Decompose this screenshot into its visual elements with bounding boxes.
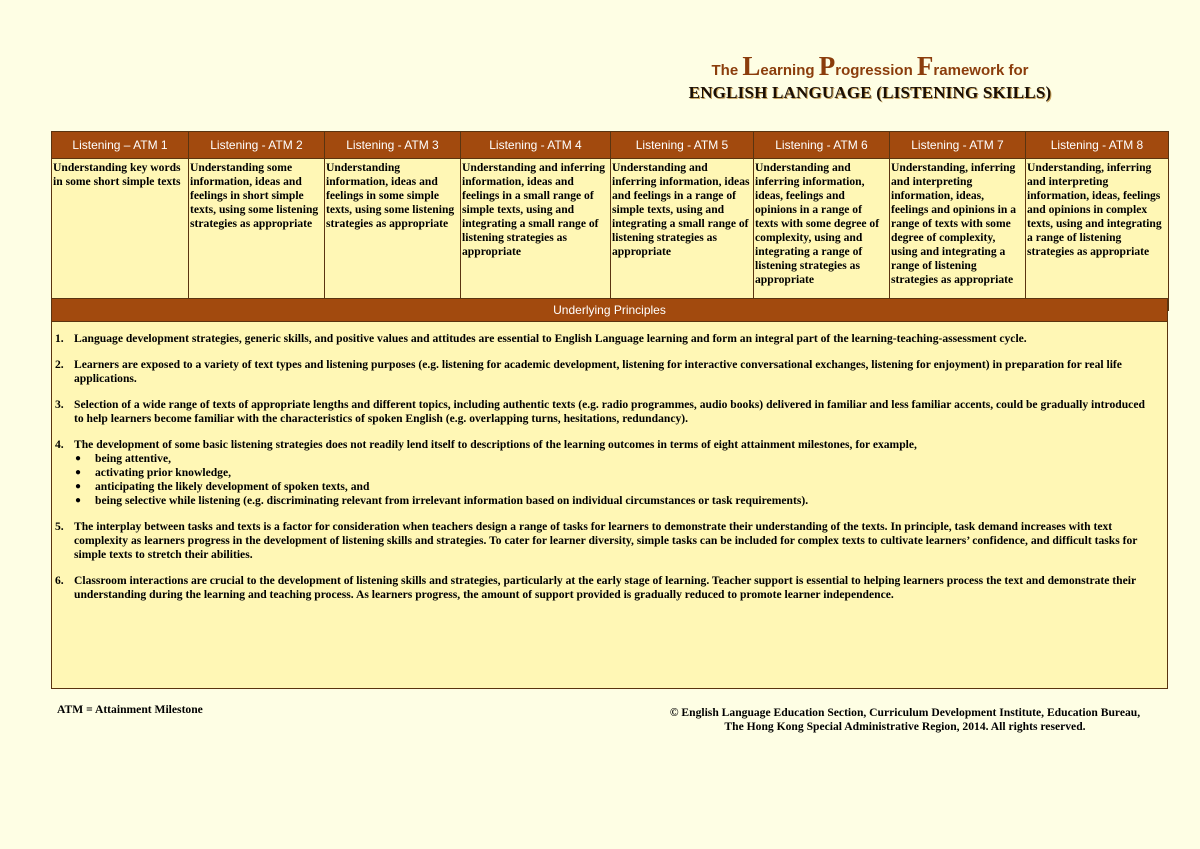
atm-header: Listening - ATM 2 [189, 132, 325, 159]
atm-header: Listening – ATM 1 [52, 132, 189, 159]
atm-header: Listening - ATM 5 [611, 132, 754, 159]
atm-cell: Understanding, inferring and interpreting information, ideas, feelings and opinions in a range of texts with some degree of complexity, using and integrating a range of listening strategies as appropriate [890, 159, 1026, 311]
bullet-item [74, 494, 1156, 508]
copyright-notice [600, 706, 1200, 734]
atm-cell: Understanding key words in some short simple texts [52, 159, 189, 311]
title-initial: P [818, 51, 836, 81]
principle-number: 5. [55, 520, 64, 533]
principle-item [51, 438, 1156, 508]
atm-cell: Understanding and inferring information, ideas, feelings and opinions in a range of texts with some degree of complexity, using and integrating a range of listening strategies as appropriate [754, 159, 890, 311]
atm-header: Listening - ATM 3 [325, 132, 461, 159]
bullet-item [74, 452, 1156, 466]
document-title [660, 52, 1080, 103]
bullet-text: being attentive, [95, 452, 171, 465]
principle-item [51, 332, 1156, 346]
title-word: ramework for [933, 62, 1029, 79]
atm-header: Listening - ATM 8 [1026, 132, 1169, 159]
title-initial: F [916, 51, 934, 81]
bullet-text: anticipating the likely development of spoken texts, and [95, 480, 370, 493]
atm-header: Listening - ATM 4 [461, 132, 611, 159]
bullet-text: being selective while listening (e.g. discriminating relevant from irrelevant information based on individual circumstances or task requirements). [95, 494, 809, 507]
title-word: The [711, 62, 743, 79]
copyright-line-2: The Hong Kong Special Administrative Region, 2014. All rights reserved. [724, 720, 1086, 733]
principle-text: Classroom interactions are crucial to the development of listening skills and strategies, particularly at the early stage of learning. Teacher support is essential to helping learners process the text and demonstrate their understanding during the learning and teaching process. As learners progress, the amount of support provided is gradually reduced to promote learner independence. [74, 574, 1136, 601]
principle-text: Learners are exposed to a variety of text types and listening purposes (e.g. listening for academic development, listening for interactive conversational exchanges, listening for enjoyment) in preparation for real life applications. [74, 358, 1122, 385]
atm-header: Listening - ATM 6 [754, 132, 890, 159]
principle-text: Selection of a wide range of texts of appropriate lengths and different topics, including authentic texts (e.g. radio programmes, audio books) delivered in familiar and less familiar accents, could be gradually introduced to help learners become familiar with the characteristics of spoken English (e.g. overlapping turns, hesitations, redundancy). [74, 398, 1145, 425]
principle-number: 3. [55, 398, 64, 411]
bullet-icon: ● [75, 495, 82, 506]
atm-cell: Understanding and inferring information, ideas and feelings in a small range of simple texts, using and integrating a small range of listening strategies as appropriate [461, 159, 611, 311]
principle-item [51, 358, 1156, 386]
title-line-1 [660, 52, 1080, 85]
bullet-icon: ● [75, 467, 82, 478]
abbreviation-note: ATM = Attainment Milestone [57, 703, 203, 716]
principle-number: 2. [55, 358, 64, 371]
title-line-2: ENGLISH LANGUAGE (LISTENING SKILLS) [688, 83, 1052, 102]
bullet-item [74, 466, 1156, 480]
principle-item [51, 574, 1156, 602]
title-word: earning [760, 62, 819, 79]
principle-text: Language development strategies, generic skills, and positive values and attitudes are essential to English Language learning and form an integral part of the learning-teaching-assessment cycle. [74, 332, 1027, 345]
atm-cell: Understanding, inferring and interpreting information, ideas, feelings and opinions in complex texts, using and integrating a range of listening strategies as appropriate [1026, 159, 1169, 311]
principle-number: 4. [55, 438, 64, 451]
atm-header: Listening - ATM 7 [890, 132, 1026, 159]
title-initial: L [742, 51, 761, 81]
atm-description-row [52, 159, 1169, 311]
atm-cell: Understanding some information, ideas and feelings in short simple texts, using some listening strategies as appropriate [189, 159, 325, 311]
principle-number: 1. [55, 332, 64, 345]
principle-item [51, 520, 1156, 562]
bullet-item [74, 480, 1156, 494]
bullet-icon: ● [75, 453, 82, 464]
atm-header-row [52, 132, 1169, 159]
principle-text: The development of some basic listening strategies does not readily lend itself to descriptions of the learning outcomes in terms of eight attainment milestones, for example, [74, 438, 917, 451]
principle-number: 6. [55, 574, 64, 587]
atm-table [51, 131, 1169, 311]
atm-cell: Understanding and inferring information, ideas and feelings in a range of simple texts, using and integrating a small range of listening strategies as appropriate [611, 159, 754, 311]
title-word: rogression [835, 62, 917, 79]
bullet-text: activating prior knowledge, [95, 466, 232, 479]
copyright-line-1: © English Language Education Section, Curriculum Development Institute, Education Bureau, [669, 706, 1141, 719]
principle-text: The interplay between tasks and texts is a factor for consideration when teachers design a range of tasks for learners to demonstrate their understanding of the texts. In principle, task demand increases with text complexity as learners progress in the development of listening skills and strategies. To cater for learner diversity, simple tasks can be included for complex texts to cultivate learners’ confidence, and difficult tasks for simple texts to stretch their abilities. [74, 520, 1138, 561]
bullet-icon: ● [75, 481, 82, 492]
atm-cell: Understanding information, ideas and feelings in some simple texts, using some listening strategies as appropriate [325, 159, 461, 311]
principles-list [51, 332, 1156, 614]
principles-heading: Underlying Principles [51, 298, 1168, 322]
principle-bullets [74, 452, 1156, 508]
principle-item [51, 398, 1156, 426]
